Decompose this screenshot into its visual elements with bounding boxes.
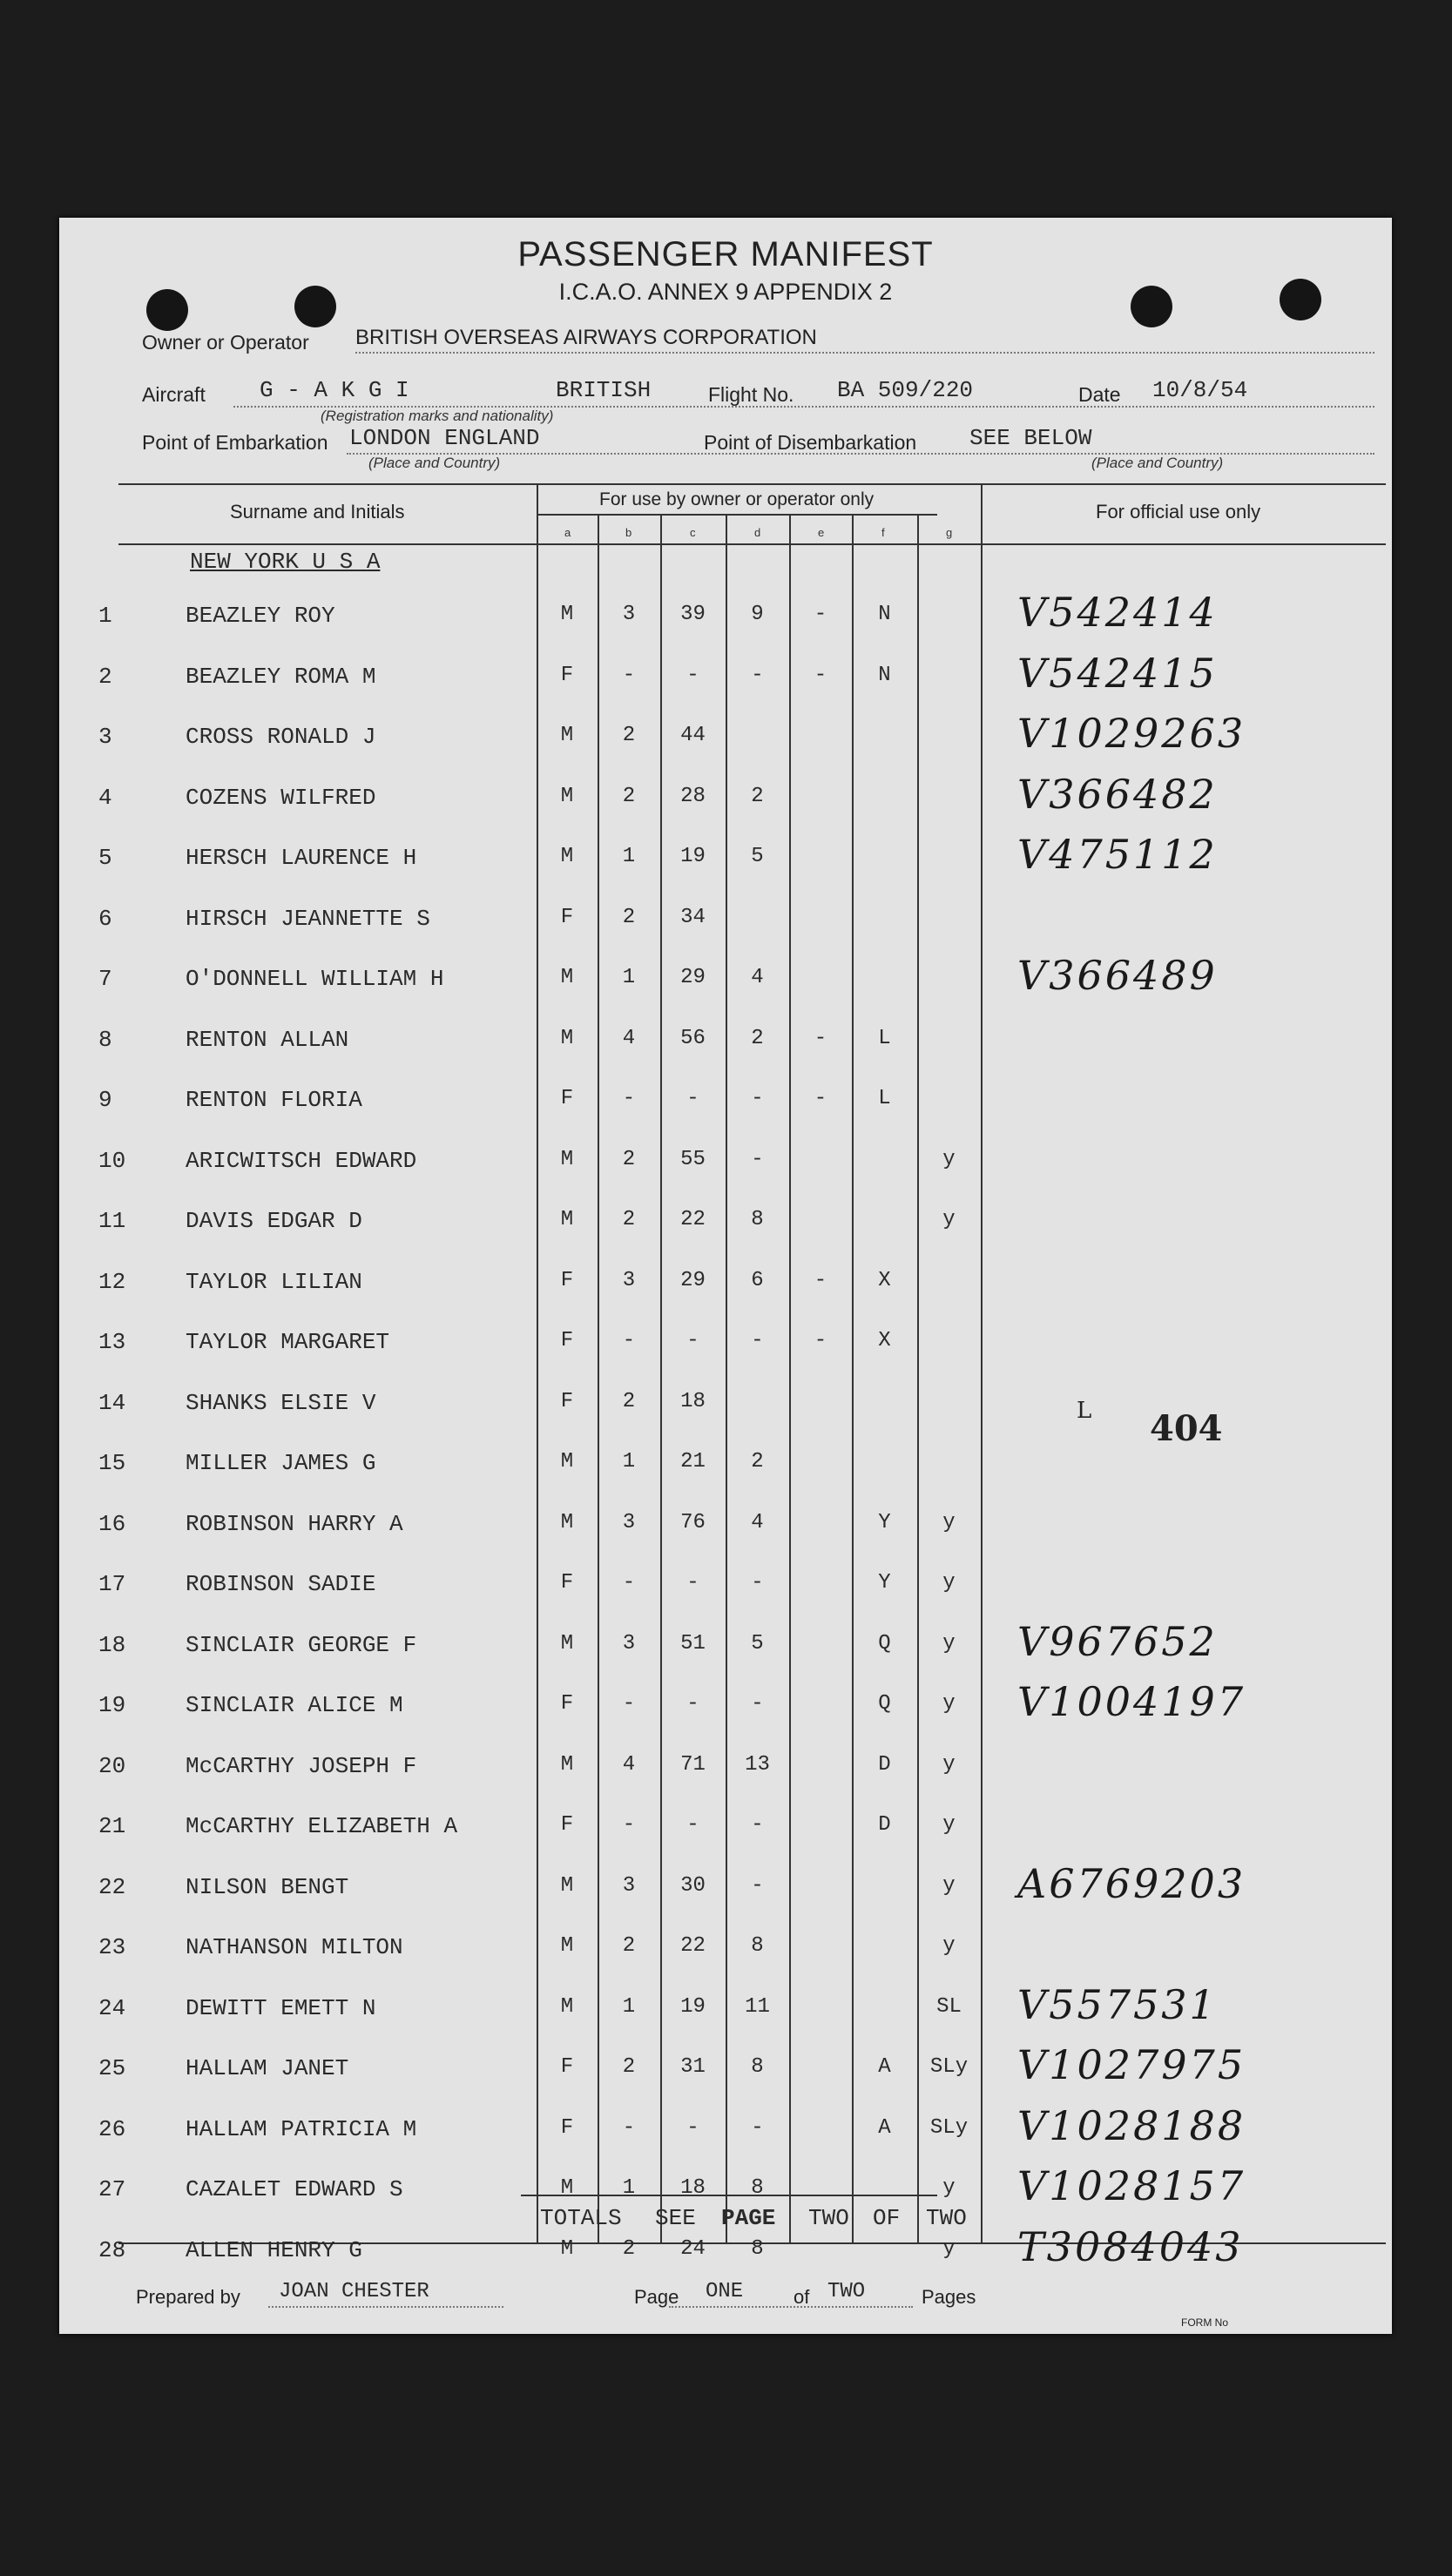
- cell-b: 1: [622, 2176, 636, 2200]
- stamp-number: 404: [1150, 1408, 1223, 1449]
- official-number: V1029263: [1017, 710, 1246, 757]
- cell-c: 76: [680, 1510, 706, 1534]
- cell-d: 5: [751, 1631, 764, 1656]
- cell-g: y: [942, 1873, 956, 1898]
- col-line-f: [852, 514, 854, 2242]
- subheader-g: g: [946, 526, 953, 539]
- row-number: 26: [98, 2115, 126, 2142]
- cell-b: 1: [622, 845, 636, 868]
- cell-a: M: [560, 724, 574, 747]
- disembark-note: (Place and Country): [1091, 455, 1224, 471]
- totals-word-2: SEE: [655, 2205, 696, 2231]
- official-number: V1027975: [1017, 2041, 1246, 2088]
- cell-c: 29: [680, 1268, 706, 1292]
- cell-d: -: [751, 1813, 764, 1837]
- cell-c: -: [686, 1813, 699, 1837]
- row-number: 15: [98, 1450, 126, 1476]
- col-line-a: [537, 483, 538, 2242]
- row-number: 23: [98, 1934, 126, 1960]
- cell-c: 31: [680, 2055, 706, 2079]
- cell-b: 3: [622, 1268, 636, 1292]
- passenger-name: DEWITT EMETT N: [186, 1994, 376, 2021]
- pages-label: Pages: [922, 2286, 976, 2308]
- cell-a: M: [560, 1026, 574, 1050]
- cell-d: -: [751, 2115, 764, 2140]
- cell-g: y: [942, 1510, 956, 1534]
- cell-d: 4: [751, 1510, 764, 1534]
- owner-label: Owner or Operator: [142, 331, 309, 354]
- cell-f: Y: [878, 1571, 891, 1595]
- cell-d: -: [751, 1329, 764, 1352]
- cell-f: Y: [878, 1510, 891, 1534]
- cell-g: y: [942, 1571, 956, 1595]
- cell-b: -: [622, 2115, 636, 2140]
- cell-b: 3: [622, 1873, 636, 1898]
- cell-g: SL: [936, 1994, 962, 2019]
- disembark-label: Point of Disembarkation: [704, 431, 917, 454]
- cell-f: Q: [878, 1631, 891, 1656]
- cell-a: M: [560, 1208, 574, 1231]
- row-number: 20: [98, 1752, 126, 1779]
- owner-line: [355, 352, 1374, 354]
- cell-a: F: [560, 1268, 574, 1292]
- cell-g: y: [942, 2236, 956, 2261]
- row-number: 28: [98, 2236, 126, 2263]
- cell-b: 2: [622, 1389, 636, 1413]
- cell-c: 19: [680, 845, 706, 868]
- subheader-a: a: [564, 526, 571, 539]
- cell-a: M: [560, 1994, 574, 2019]
- cell-c: -: [686, 663, 699, 687]
- row-number: 14: [98, 1389, 126, 1416]
- row-number: 21: [98, 1813, 126, 1839]
- cell-e: -: [814, 603, 827, 626]
- cell-b: 2: [622, 1208, 636, 1231]
- cell-f: L: [878, 1087, 891, 1110]
- col-line-d: [726, 514, 727, 2242]
- row-number: 7: [98, 966, 112, 992]
- official-number: V366489: [1017, 952, 1218, 999]
- cell-d: 8: [751, 2236, 764, 2261]
- row-number: 6: [98, 905, 112, 932]
- cell-g: y: [942, 1147, 956, 1171]
- cell-c: 51: [680, 1631, 706, 1656]
- cell-f: X: [878, 1329, 891, 1352]
- row-number: 19: [98, 1692, 126, 1718]
- passenger-name: McCARTHY ELIZABETH A: [186, 1813, 458, 1839]
- cell-a: M: [560, 1752, 574, 1777]
- embark-label: Point of Embarkation: [142, 431, 328, 454]
- cell-c: 21: [680, 1450, 706, 1473]
- form-number: FORM No: [1181, 2316, 1228, 2329]
- flight-label: Flight No.: [708, 383, 794, 406]
- row-number: 17: [98, 1571, 126, 1597]
- cell-b: 2: [622, 2236, 636, 2261]
- cell-b: 1: [622, 966, 636, 989]
- passenger-name: BEAZLEY ROMA M: [186, 663, 376, 690]
- official-number: V967652: [1017, 1617, 1218, 1665]
- cell-b: 2: [622, 1934, 636, 1958]
- cell-b: 3: [622, 1510, 636, 1534]
- passenger-name: SINCLAIR GEORGE F: [186, 1631, 417, 1658]
- form-title: PASSENGER MANIFEST: [517, 235, 934, 273]
- cell-d: 13: [745, 1752, 770, 1777]
- official-number: V1028188: [1017, 2101, 1246, 2149]
- stamp-prefix: L: [1077, 1398, 1092, 1424]
- cell-c: 19: [680, 1994, 706, 2019]
- section-heading: NEW YORK U S A: [190, 549, 381, 575]
- cell-c: 34: [680, 905, 706, 929]
- cell-b: -: [622, 1692, 636, 1716]
- passenger-name: DAVIS EDGAR D: [186, 1208, 362, 1234]
- subheader-e: e: [818, 526, 825, 539]
- cell-b: 3: [622, 1631, 636, 1656]
- cell-f: X: [878, 1268, 891, 1292]
- cell-a: M: [560, 1147, 574, 1171]
- cell-f: N: [878, 663, 891, 687]
- passenger-name: HALLAM PATRICIA M: [186, 2115, 417, 2142]
- cell-e: -: [814, 663, 827, 687]
- passenger-name: HALLAM JANET: [186, 2055, 349, 2081]
- row-number: 27: [98, 2176, 126, 2202]
- cell-a: F: [560, 1813, 574, 1837]
- passenger-name: NILSON BENGT: [186, 1873, 349, 1900]
- col-line-g: [917, 514, 919, 2242]
- cell-e: -: [814, 1329, 827, 1352]
- cell-b: 4: [622, 1752, 636, 1777]
- prepared-value: JOAN CHESTER: [279, 2280, 429, 2303]
- cell-c: -: [686, 1692, 699, 1716]
- cell-a: M: [560, 784, 574, 808]
- totals-word-1: TOTALS: [540, 2205, 622, 2231]
- cell-a: M: [560, 1873, 574, 1898]
- cell-b: 2: [622, 724, 636, 747]
- cell-a: M: [560, 1450, 574, 1473]
- manifest-sheet: [59, 218, 1392, 2334]
- passenger-name: SHANKS ELSIE V: [186, 1389, 376, 1416]
- form-subtitle: I.C.A.O. ANNEX 9 APPENDIX 2: [558, 279, 893, 305]
- col-line-b: [598, 514, 599, 2242]
- cell-d: 8: [751, 1934, 764, 1958]
- official-number: V1028157: [1017, 2162, 1246, 2209]
- cell-g: y: [942, 1692, 956, 1716]
- prepared-label: Prepared by: [136, 2286, 240, 2308]
- page-value: ONE: [706, 2280, 744, 2303]
- col-line-c: [660, 514, 662, 2242]
- cell-d: -: [751, 1873, 764, 1898]
- cell-a: M: [560, 845, 574, 868]
- cell-f: L: [878, 1026, 891, 1050]
- official-number: V542415: [1017, 649, 1218, 697]
- cell-a: M: [560, 1631, 574, 1656]
- cell-g: SLy: [929, 2115, 969, 2140]
- owner-value: BRITISH OVERSEAS AIRWAYS CORPORATION: [355, 326, 817, 349]
- cell-b: 2: [622, 1147, 636, 1171]
- cell-d: 2: [751, 1026, 764, 1050]
- cell-d: -: [751, 1147, 764, 1171]
- flight-value: BA 509/220: [837, 377, 974, 403]
- cell-b: -: [622, 1087, 636, 1110]
- cell-d: 8: [751, 2176, 764, 2200]
- cell-g: y: [942, 1208, 956, 1231]
- passenger-name: SINCLAIR ALICE M: [186, 1692, 403, 1718]
- cell-b: 2: [622, 2055, 636, 2079]
- passenger-name: RENTON ALLAN: [186, 1026, 349, 1053]
- row-number: 13: [98, 1329, 126, 1355]
- cell-g: SLy: [929, 2055, 969, 2079]
- totals-word-6: TWO: [926, 2205, 967, 2231]
- cell-d: -: [751, 1571, 764, 1595]
- passenger-name: HIRSCH JEANNETTE S: [186, 905, 430, 932]
- official-number: V366482: [1017, 770, 1218, 818]
- cell-c: -: [686, 2115, 699, 2140]
- passenger-name: ALLEN HENRY G: [186, 2236, 362, 2263]
- cell-e: -: [814, 1268, 827, 1292]
- cell-c: 56: [680, 1026, 706, 1050]
- passenger-name: CAZALET EDWARD S: [186, 2176, 403, 2202]
- passenger-name: HERSCH LAURENCE H: [186, 845, 417, 871]
- cell-c: 44: [680, 724, 706, 747]
- cell-f: A: [878, 2115, 891, 2140]
- cell-c: 39: [680, 603, 706, 626]
- row-number: 16: [98, 1510, 126, 1537]
- cell-a: M: [560, 966, 574, 989]
- passenger-name: NATHANSON MILTON: [186, 1934, 403, 1960]
- row-number: 10: [98, 1147, 126, 1174]
- cell-f: D: [878, 1752, 891, 1777]
- totals-word-5: OF: [873, 2205, 901, 2231]
- cell-c: 30: [680, 1873, 706, 1898]
- cell-c: -: [686, 1087, 699, 1110]
- passenger-name: BEAZLEY ROY: [186, 603, 335, 629]
- cell-a: F: [560, 2055, 574, 2079]
- cell-a: M: [560, 2236, 574, 2261]
- cell-a: F: [560, 1692, 574, 1716]
- cell-g: y: [942, 2176, 956, 2200]
- cell-a: F: [560, 1389, 574, 1413]
- official-number: V475112: [1017, 831, 1218, 878]
- cell-d: 2: [751, 1450, 764, 1473]
- row-number: 2: [98, 663, 112, 690]
- cell-a: F: [560, 905, 574, 929]
- row-number: 4: [98, 784, 112, 811]
- totals-word-4: TWO: [808, 2205, 849, 2231]
- cell-d: 8: [751, 2055, 764, 2079]
- cell-f: A: [878, 2055, 891, 2079]
- cell-c: 29: [680, 966, 706, 989]
- official-number: A6769203: [1017, 1859, 1246, 1907]
- totals-word-3: PAGE: [721, 2205, 776, 2231]
- cell-c: 22: [680, 1208, 706, 1231]
- cell-g: y: [942, 1934, 956, 1958]
- cell-c: 18: [680, 1389, 706, 1413]
- col-line-official: [981, 483, 983, 2242]
- cell-d: 11: [745, 1994, 770, 2019]
- page-label: Page: [634, 2286, 679, 2308]
- cell-d: -: [751, 1692, 764, 1716]
- passenger-name: COZENS WILFRED: [186, 784, 376, 811]
- cell-g: y: [942, 1631, 956, 1656]
- cell-f: D: [878, 1813, 891, 1837]
- cell-g: y: [942, 1813, 956, 1837]
- row-number: 11: [98, 1208, 126, 1234]
- cell-b: -: [622, 663, 636, 687]
- row-number: 24: [98, 1994, 126, 2021]
- aircraft-reg: G - A K G I: [260, 377, 409, 403]
- cell-a: M: [560, 1934, 574, 1958]
- aircraft-note: (Registration marks and nationality): [321, 408, 554, 424]
- row-number: 18: [98, 1631, 126, 1658]
- passenger-name: ARICWITSCH EDWARD: [186, 1147, 417, 1174]
- official-number: T3084043: [1017, 2222, 1244, 2270]
- row-number: 5: [98, 845, 112, 871]
- of-label: of: [794, 2286, 810, 2308]
- cell-c: 28: [680, 784, 706, 808]
- cell-a: F: [560, 1571, 574, 1595]
- official-number: V542414: [1017, 589, 1218, 636]
- row-number: 22: [98, 1873, 126, 1900]
- cell-a: M: [560, 2176, 574, 2200]
- cell-b: 2: [622, 784, 636, 808]
- official-column-header: For official use only: [1096, 501, 1261, 523]
- cell-e: -: [814, 1087, 827, 1110]
- embark-note: (Place and Country): [368, 455, 501, 471]
- official-number: V557531: [1017, 1980, 1218, 2028]
- cell-d: 8: [751, 1208, 764, 1231]
- passenger-name: McCARTHY JOSEPH F: [186, 1752, 417, 1779]
- row-number: 3: [98, 724, 112, 750]
- official-number: V1004197: [1017, 1678, 1246, 1725]
- cell-e: -: [814, 1026, 827, 1050]
- prepared-line: [268, 2306, 503, 2308]
- cell-a: F: [560, 1087, 574, 1110]
- subheader-line: [537, 514, 937, 516]
- cell-d: -: [751, 1087, 764, 1110]
- aircraft-nationality: BRITISH: [556, 377, 652, 403]
- passenger-name: TAYLOR LILIAN: [186, 1268, 362, 1295]
- row-number: 8: [98, 1026, 112, 1053]
- passenger-name: RENTON FLORIA: [186, 1087, 362, 1113]
- cell-d: 6: [751, 1268, 764, 1292]
- embark-value: LONDON ENGLAND: [349, 425, 540, 451]
- cell-f: Q: [878, 1692, 891, 1716]
- owner-column-header: For use by owner or operator only: [599, 489, 875, 509]
- cell-a: F: [560, 663, 574, 687]
- of-value: TWO: [827, 2280, 866, 2303]
- name-column-header: Surname and Initials: [230, 501, 405, 523]
- cell-d: 4: [751, 966, 764, 989]
- cell-b: 4: [622, 1026, 636, 1050]
- subheader-c: c: [690, 526, 696, 539]
- aircraft-label: Aircraft: [142, 383, 206, 406]
- cell-a: F: [560, 2115, 574, 2140]
- passenger-name: MILLER JAMES G: [186, 1450, 376, 1476]
- subheader-f: f: [881, 526, 885, 539]
- cell-b: 1: [622, 1450, 636, 1473]
- passenger-name: ROBINSON HARRY A: [186, 1510, 403, 1537]
- cell-b: 1: [622, 1994, 636, 2019]
- cell-c: -: [686, 1329, 699, 1352]
- row-number: 9: [98, 1087, 112, 1113]
- cell-d: 5: [751, 845, 764, 868]
- cell-g: y: [942, 1752, 956, 1777]
- subheader-d: d: [754, 526, 761, 539]
- header-bottom-line: [118, 543, 1386, 545]
- cell-d: 2: [751, 784, 764, 808]
- disembark-value: SEE BELOW: [969, 425, 1092, 451]
- cell-b: -: [622, 1813, 636, 1837]
- cell-c: -: [686, 1571, 699, 1595]
- cell-b: 3: [622, 603, 636, 626]
- cell-b: -: [622, 1571, 636, 1595]
- cell-f: N: [878, 603, 891, 626]
- cell-d: -: [751, 663, 764, 687]
- passenger-name: CROSS RONALD J: [186, 724, 376, 750]
- cell-c: 71: [680, 1752, 706, 1777]
- cell-a: F: [560, 1329, 574, 1352]
- cell-c: 18: [680, 2176, 706, 2200]
- passenger-name: ROBINSON SADIE: [186, 1571, 376, 1597]
- col-line-e: [789, 514, 791, 2242]
- table-top-line: [118, 483, 1386, 485]
- cell-b: 2: [622, 905, 636, 929]
- passenger-name: TAYLOR MARGARET: [186, 1329, 390, 1355]
- row-number: 25: [98, 2055, 126, 2081]
- passenger-name: O'DONNELL WILLIAM H: [186, 966, 444, 992]
- cell-c: 55: [680, 1147, 706, 1171]
- cell-c: 22: [680, 1934, 706, 1958]
- page-line: [669, 2306, 913, 2308]
- cell-a: M: [560, 1510, 574, 1534]
- subheader-b: b: [625, 526, 632, 539]
- row-number: 12: [98, 1268, 126, 1295]
- cell-a: M: [560, 603, 574, 626]
- row-number: 1: [98, 603, 112, 629]
- date-value: 10/8/54: [1152, 377, 1248, 403]
- cell-b: -: [622, 1329, 636, 1352]
- cell-d: 9: [751, 603, 764, 626]
- date-label: Date: [1078, 383, 1121, 406]
- cell-c: 24: [680, 2236, 706, 2261]
